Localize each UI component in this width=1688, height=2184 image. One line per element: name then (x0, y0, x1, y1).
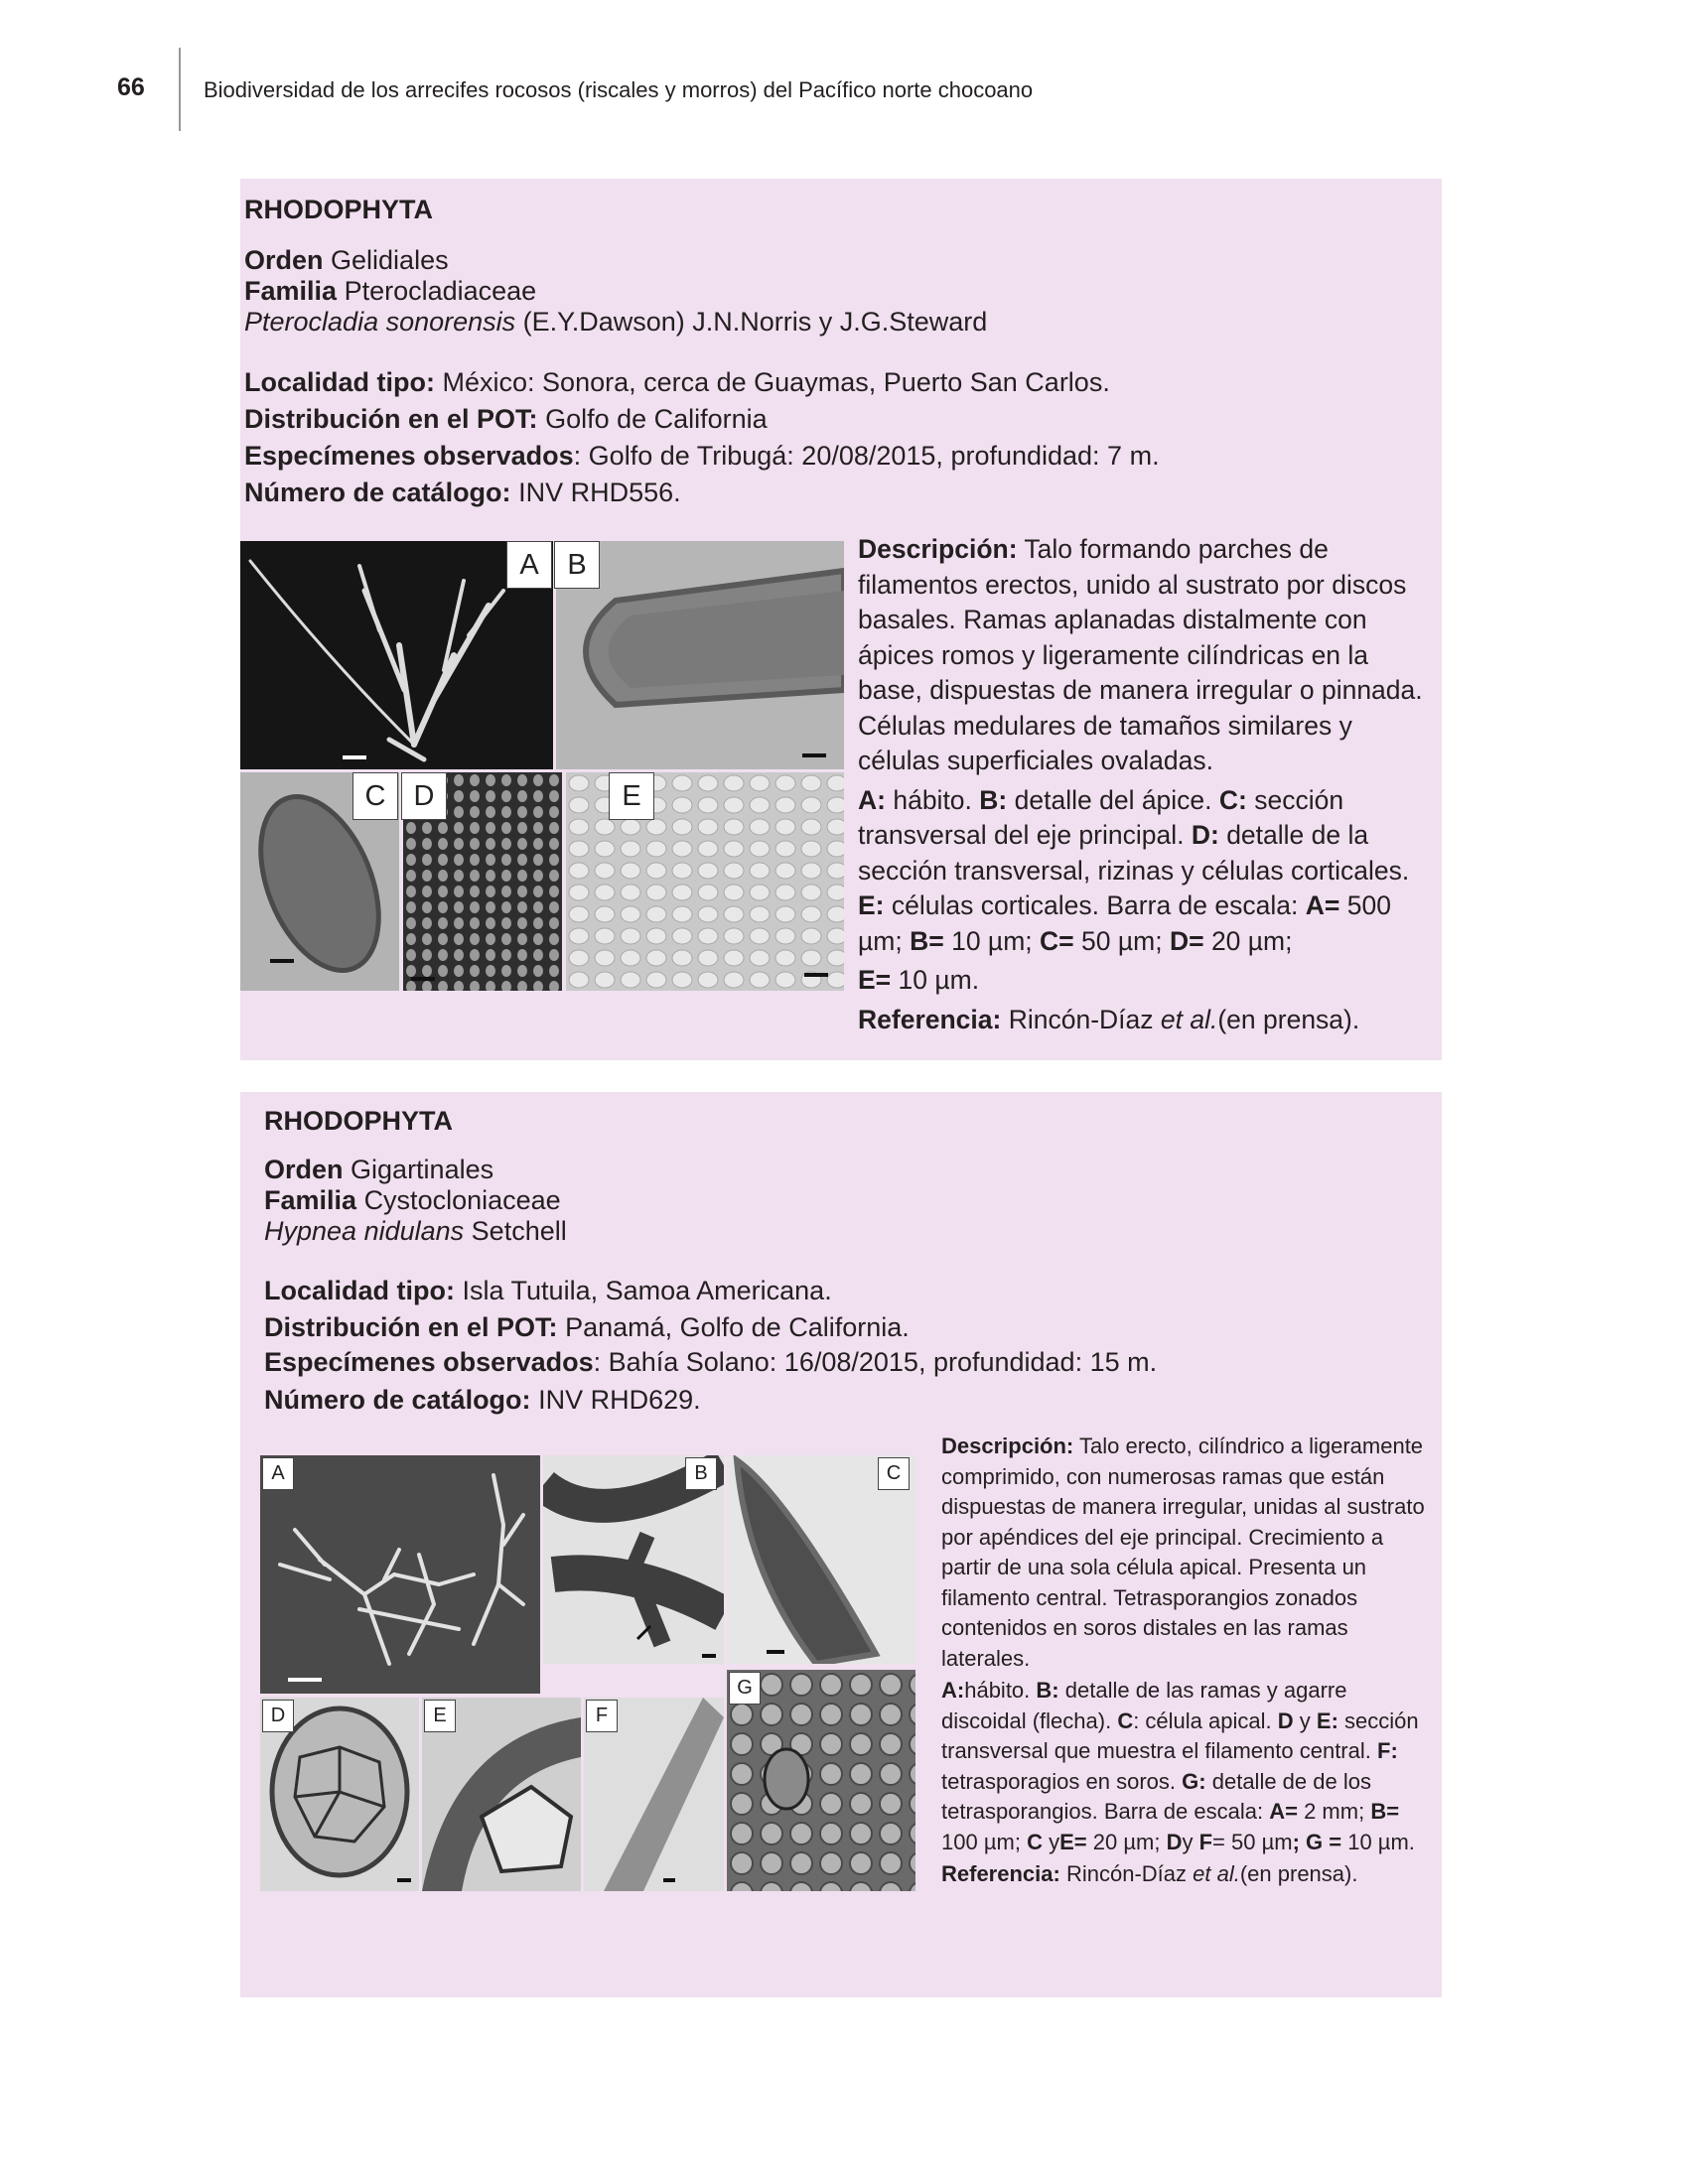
localidad-label: Localidad tipo: (264, 1276, 455, 1305)
division-heading: RHODOPHYTA (264, 1106, 454, 1136)
description-paragraph (941, 1432, 1428, 1674)
distribucion-line (244, 404, 768, 435)
cap-c: sección transversal del eje principal. (858, 784, 1344, 850)
familia-line (244, 276, 536, 307)
cap-f-label: F: (1377, 1738, 1398, 1763)
scale-df-f: F (1198, 1829, 1213, 1854)
cap-g-label: G: (1182, 1768, 1206, 1794)
scale-c-label: C= (1040, 925, 1074, 956)
familia-value: Pterocladiaceae (344, 276, 537, 306)
scale-bar (663, 1878, 675, 1882)
descripcion-label: Descripción: (858, 534, 1018, 564)
cap-b-label: B: (979, 784, 1008, 815)
description-paragraph (858, 532, 1434, 779)
header-divider (179, 48, 181, 131)
catalogo-value: INV RHD629. (538, 1385, 701, 1415)
cap-c: : célula apical. (1133, 1707, 1272, 1733)
especimenes-line (244, 441, 1160, 472)
scale-df-d: D (1166, 1829, 1183, 1854)
scale-bar (397, 1878, 411, 1882)
descripcion-text: Talo formando parches de filamentos erectos, unido al sustrato por discos basales. Ramas aplanadas distalmente con ápices romos y ligeramente cilíndricas en la base, dispuestas de manera irregular o pinnada. Células medulares de tamaños similares y células superficiales ovaladas. (858, 534, 1423, 775)
cap-de-d: D (1277, 1707, 1294, 1733)
scale-ce-c: C (1027, 1829, 1043, 1854)
scale-g-label: ; G = (1292, 1829, 1342, 1854)
especimenes-label: Especímenes observados (244, 441, 574, 471)
scale-b-label: B= (1370, 1799, 1400, 1824)
familia-line (264, 1185, 561, 1216)
panel-label-c: C (352, 772, 398, 820)
scale-d-label: D= (1169, 925, 1204, 956)
distribucion-label: Distribución en el POT: (244, 404, 538, 434)
scale-a-label: A= (1305, 890, 1340, 920)
species-card-pterocladia (240, 179, 1442, 1060)
species-authority: Setchell (471, 1216, 567, 1246)
scale-a: 2 mm; (1304, 1799, 1365, 1824)
cap-c-label: C: (1218, 784, 1247, 815)
panel-label-a: A (262, 1457, 294, 1490)
scale-df-y: y (1182, 1829, 1194, 1854)
familia-value: Cystocloniaceae (363, 1185, 561, 1215)
panel-label-b: B (685, 1457, 717, 1490)
caption-paragraph (941, 1676, 1428, 1857)
catalogo-line (244, 478, 681, 508)
cap-de-y: y (1299, 1707, 1311, 1733)
especimenes-value: : Bahía Solano: 16/08/2015, profundidad: 15 m. (593, 1347, 1158, 1377)
descripcion-label: Descripción: (941, 1433, 1074, 1458)
referencia-author: Rincón-Díaz (1008, 1004, 1154, 1034)
cap-g: detalle de de los tetrasporangios. Barra de escala: (941, 1768, 1371, 1824)
catalogo-line (264, 1385, 701, 1416)
scale-bar (270, 959, 294, 963)
cap-f: tetrasporagios en soros. (941, 1768, 1177, 1794)
orden-label: Orden (264, 1155, 344, 1184)
referencia-tail: (en prensa). (1217, 1004, 1360, 1034)
panel-label-c: C (878, 1457, 910, 1490)
referencia-et-al: et al. (1160, 1004, 1218, 1034)
panel-label-d: D (401, 772, 447, 820)
cap-a: hábito. (964, 1678, 1031, 1703)
localidad-label: Localidad tipo: (244, 367, 435, 397)
cap-de: sección transversal que muestra el filamento central. (941, 1707, 1419, 1763)
scale-bar (702, 1654, 716, 1658)
panel-label-g: G (729, 1672, 761, 1705)
localidad-line (244, 367, 1110, 398)
page-number: 66 (117, 73, 145, 101)
localidad-value: Isla Tutuila, Samoa Americana. (462, 1276, 832, 1305)
scale-b-label: B= (910, 925, 944, 956)
scale-g: 10 µm. (1347, 1829, 1415, 1854)
surface-cells-illustration (566, 772, 844, 991)
figure-panel-a (260, 1455, 540, 1694)
scale-bar (802, 753, 826, 757)
cap-b: detalle de las ramas y agarre discoidal (flecha). (941, 1678, 1347, 1733)
distribucion-label: Distribución en el POT: (264, 1312, 558, 1342)
panel-label-d: D (262, 1700, 294, 1732)
localidad-value: México: Sonora, cerca de Guaymas, Puerto San Carlos. (442, 367, 1110, 397)
referencia-label: Referencia: (941, 1861, 1060, 1886)
catalogo-value: INV RHD556. (518, 478, 681, 507)
distribucion-value: Golfo de California (545, 404, 768, 434)
catalogo-label: Número de catálogo: (244, 478, 511, 507)
panel-label-b: B (554, 541, 600, 589)
species-line (244, 307, 987, 338)
distribucion-value: Panamá, Golfo de California. (565, 1312, 910, 1342)
species-authority: (E.Y.Dawson) J.N.Norris y J.G.Steward (522, 307, 988, 337)
scale-ce-y: y (1049, 1829, 1060, 1854)
distribucion-line (264, 1312, 910, 1343)
orden-label: Orden (244, 245, 324, 275)
localidad-line (264, 1276, 832, 1306)
scale-bar (288, 1678, 322, 1682)
scale-e: 10 µm. (898, 965, 980, 995)
scale-bar (343, 755, 366, 759)
orden-value: Gigartinales (351, 1155, 494, 1184)
cap-b: detalle del ápice. (1014, 784, 1212, 815)
reference-line (858, 1003, 1434, 1038)
cap-a: hábito. (893, 784, 972, 815)
referencia-tail: (en prensa). (1239, 1861, 1358, 1886)
referencia-author: Rincón-Díaz (1065, 1861, 1188, 1886)
cap-b-label: B: (1036, 1678, 1059, 1703)
panel-label-f: F (586, 1700, 618, 1732)
catalogo-label: Número de catálogo: (264, 1385, 531, 1415)
cap-de-e: E: (1316, 1707, 1338, 1733)
orden-line (244, 245, 449, 276)
scale-bar (804, 973, 828, 977)
scale-df: = 50 µm (1212, 1829, 1293, 1854)
figure-panel-e (566, 772, 844, 991)
orden-line (264, 1155, 493, 1185)
referencia-et-al: et al. (1193, 1861, 1240, 1886)
caption-paragraph (858, 783, 1434, 960)
scale-ce: 20 µm; (1092, 1829, 1161, 1854)
cap-a-label: A: (941, 1678, 965, 1703)
scale-a: 500 µm; (858, 890, 1391, 956)
descripcion-text: Talo erecto, cilíndrico a ligeramente comprimido, con numerosas ramas que están dispuestas de manera irregular, unidas al sustrato por apéndices del eje principal. Crecimiento a partir de una sola célula apical. Presenta un filamento central. Tetrasporangios zonados contenidos en soros distales en las ramas laterales. (941, 1433, 1425, 1671)
species-card-hypnea (240, 1092, 1442, 1997)
cap-d: detalle de la sección transversal, rizinas y células corticales. (858, 820, 1410, 886)
referencia-label: Referencia: (858, 1004, 1002, 1034)
scale-e-line (858, 963, 1434, 999)
panel-label-a: A (506, 541, 552, 589)
cap-e-label: E: (858, 890, 885, 920)
cap-a-label: A: (858, 784, 886, 815)
familia-label: Familia (244, 276, 338, 306)
species-line (264, 1216, 567, 1247)
familia-label: Familia (264, 1185, 357, 1215)
scale-e-label: E= (858, 965, 892, 995)
scale-ce-e: E= (1059, 1829, 1087, 1854)
scale-b: 100 µm; (941, 1829, 1021, 1854)
scale-d: 20 µm; (1210, 925, 1293, 956)
cap-d-label: D: (1191, 820, 1219, 850)
description-block (858, 532, 1434, 1037)
especimenes-label: Especímenes observados (264, 1347, 594, 1377)
panel-label-e: E (609, 772, 654, 820)
especimenes-value: : Golfo de Tribugá: 20/08/2015, profundidad: 7 m. (573, 441, 1160, 471)
division-heading: RHODOPHYTA (244, 195, 434, 224)
running-title: Biodiversidad de los arrecifes rocosos (riscales y morros) del Pacífico norte chocoano (204, 77, 1034, 102)
scale-bar (767, 1650, 784, 1654)
species-name: Hypnea nidulans (264, 1216, 465, 1246)
scale-bar (411, 977, 435, 981)
cap-e: células corticales. Barra de escala: (891, 890, 1299, 920)
reference-line (941, 1859, 1428, 1890)
orden-value: Gelidiales (331, 245, 449, 275)
habit-illustration (260, 1455, 540, 1694)
especimenes-line (264, 1347, 1157, 1378)
scale-c: 50 µm; (1081, 925, 1163, 956)
species-name: Pterocladia sonorensis (244, 307, 516, 337)
scale-b: 10 µm; (951, 925, 1033, 956)
scale-a-label: A= (1269, 1799, 1298, 1824)
cap-c-label: C (1117, 1707, 1134, 1733)
panel-label-e: E (424, 1700, 456, 1732)
description-block (941, 1432, 1428, 1890)
